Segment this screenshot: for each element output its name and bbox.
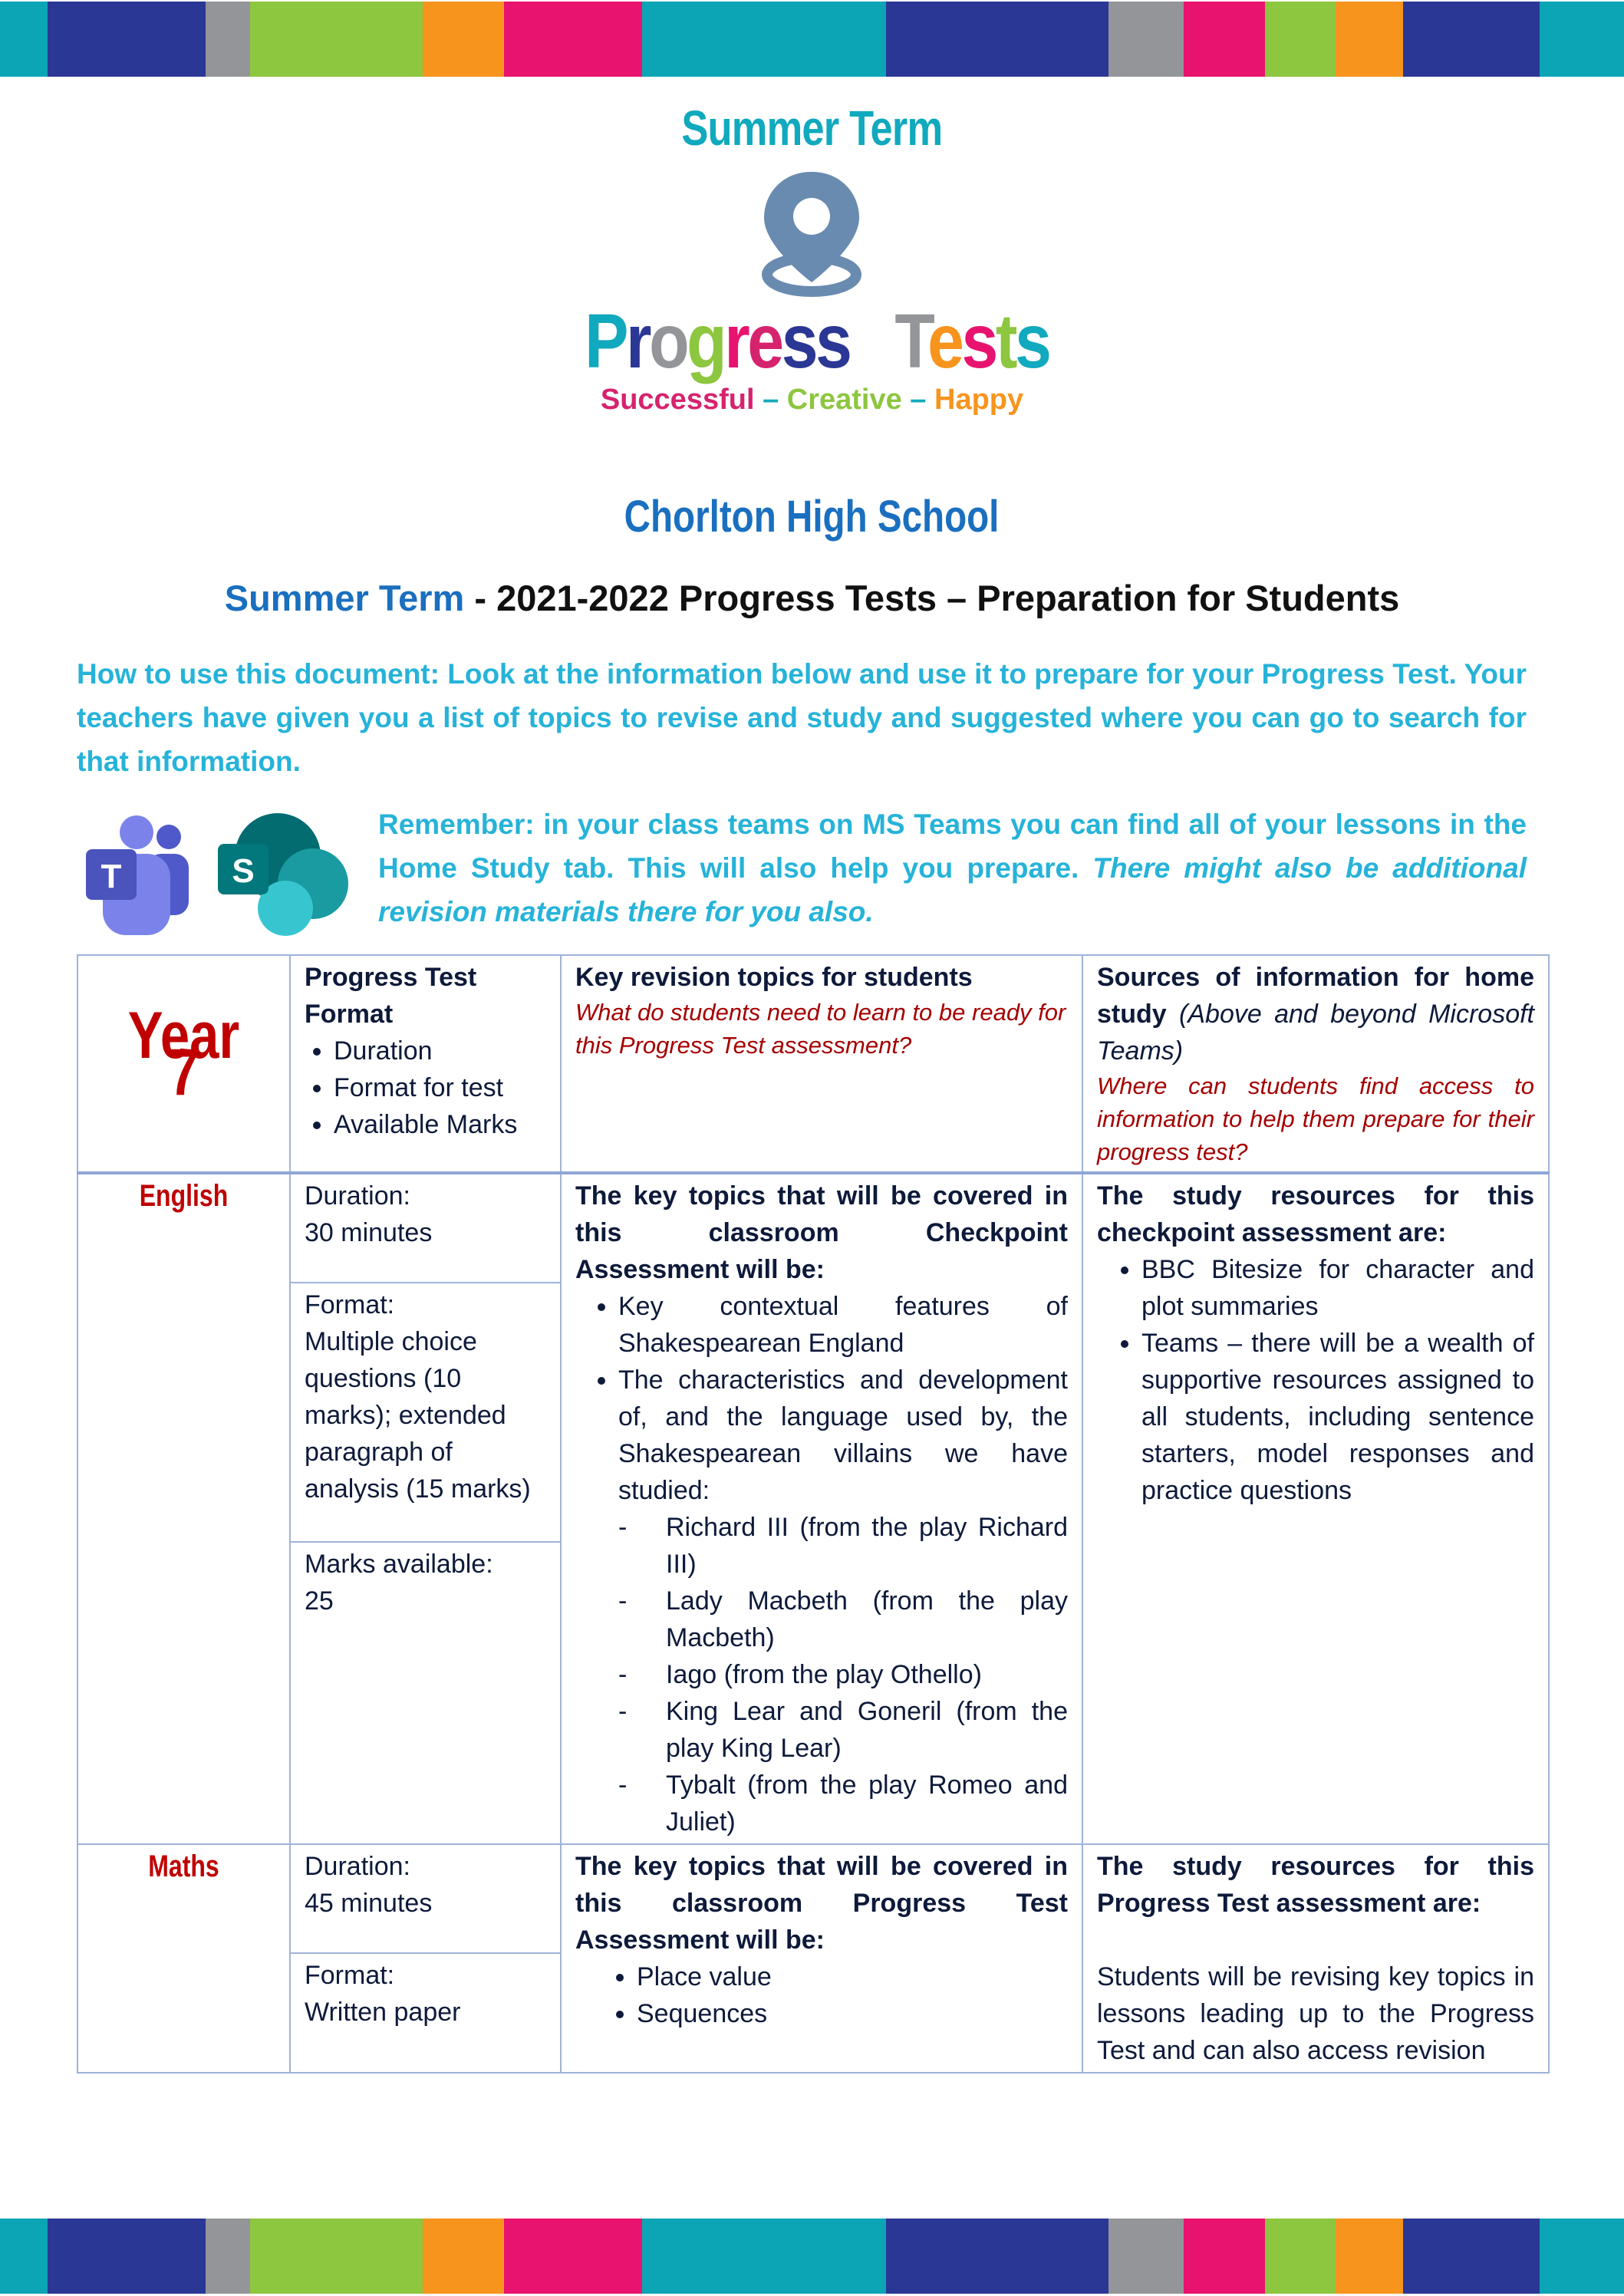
remember-italic-text: There might also be additional revision materials there for you also. bbox=[378, 852, 1527, 927]
logo-tagline bbox=[0, 384, 1624, 417]
stripe-segment bbox=[48, 2219, 206, 2294]
format-label: Format: bbox=[305, 1290, 395, 1319]
format-header-list bbox=[305, 1033, 546, 1143]
duration-value: 30 minutes bbox=[305, 1218, 433, 1247]
logo-letter: o bbox=[648, 298, 687, 384]
list-item bbox=[618, 1362, 1068, 1840]
stripe-segment bbox=[1403, 2, 1540, 77]
maths-row bbox=[77, 1844, 1549, 2073]
maths-topics-list bbox=[575, 1958, 1068, 2032]
year-label: Year 7 bbox=[127, 999, 240, 1109]
topics-header-title: Key revision topics for students bbox=[575, 963, 973, 992]
sources-header-title-bold: Sources of information for home study bbox=[1097, 963, 1534, 1029]
title-rest: - 2021-2022 Progress Tests – Preparation for Students bbox=[464, 578, 1400, 618]
tagline-successful: Successful bbox=[600, 384, 755, 416]
list-item: • Place value bbox=[637, 1958, 1068, 1995]
list-item: • Key contextual features of Shakespearean England bbox=[618, 1288, 1068, 1362]
teams-icon bbox=[83, 815, 190, 938]
maths-subject-label: Maths bbox=[148, 1850, 219, 1883]
maths-topics-cell bbox=[561, 1844, 1082, 2073]
logo-letter: s bbox=[1014, 298, 1049, 384]
english-format-cell bbox=[290, 1173, 561, 1844]
top-color-stripe bbox=[0, 2, 1624, 77]
stripe-segment bbox=[206, 2219, 250, 2294]
stripe-segment bbox=[1336, 2219, 1403, 2294]
list-item: • BBC Bitesize for character and plot summaries bbox=[1141, 1251, 1534, 1325]
document-title bbox=[0, 577, 1624, 619]
topics-header-subtitle: What do students need to learn to be ready for this Progress Test assessment? bbox=[575, 999, 1066, 1059]
logo-letter: P bbox=[584, 298, 626, 384]
maths-sources-intro: The study resources for this Progress Test assessment are: bbox=[1097, 1852, 1534, 1918]
stripe-segment bbox=[1265, 2219, 1336, 2294]
english-sources-cell bbox=[1082, 1173, 1549, 1844]
topics-header-cell bbox=[561, 955, 1082, 1173]
maths-format-cell bbox=[290, 1844, 561, 2073]
school-name-text: Chorlton High School bbox=[624, 492, 1000, 542]
logo-letter: t bbox=[995, 298, 1015, 384]
english-subject-cell bbox=[77, 1173, 290, 1844]
duration-value: 45 minutes bbox=[305, 1889, 433, 1918]
list-item-text: The characteristics and development of, and the language used by, the Shakespearean villains we have studied: bbox=[618, 1365, 1068, 1505]
remember-paragraph bbox=[378, 802, 1527, 934]
stripe-segment bbox=[1265, 2, 1336, 77]
english-subject-label: English bbox=[139, 1179, 229, 1213]
list-item: - Lady Macbeth (from the play Macbeth) bbox=[666, 1583, 1068, 1656]
logo-letter: s bbox=[781, 298, 815, 384]
maths-topics-intro: The key topics that will be covered in this classroom Progress Test Assessment will be: bbox=[575, 1852, 1068, 1955]
progress-test-table bbox=[77, 954, 1550, 2074]
logo-letter: r bbox=[723, 298, 747, 384]
logo-tests-word bbox=[894, 298, 1049, 386]
stripe-segment bbox=[886, 2219, 1108, 2294]
stripe-segment bbox=[1184, 2219, 1265, 2294]
logo-letter: e bbox=[927, 298, 962, 384]
stripe-segment bbox=[423, 2, 504, 77]
remember-text: Remember: in your class teams on MS Teams you can find all of your lessons in the Home Study tab. This will also help you prepare. bbox=[378, 809, 1527, 884]
list-item: - Iago (from the play Othello) bbox=[666, 1656, 1068, 1693]
english-row bbox=[77, 1173, 1549, 1844]
list-item: • Format for test bbox=[334, 1069, 546, 1106]
stripe-segment bbox=[1184, 2, 1265, 77]
english-format-block bbox=[291, 1283, 560, 1543]
sources-header-subtitle: Where can students find access to information to help them prepare for their progress test? bbox=[1097, 1072, 1534, 1165]
logo-letter: T bbox=[894, 298, 927, 384]
stripe-segment bbox=[48, 2, 206, 77]
english-duration-block bbox=[291, 1174, 560, 1283]
maths-sources-text: Students will be revising key topics in lessons leading up to the Progress Test and can also access revision bbox=[1097, 1962, 1534, 2065]
logo-letter: g bbox=[686, 298, 724, 384]
stripe-segment bbox=[1336, 2, 1403, 77]
stripe-segment bbox=[250, 2219, 423, 2294]
logo-letter: r bbox=[625, 298, 649, 384]
stripe-segment bbox=[1108, 2219, 1184, 2294]
english-topics-list bbox=[575, 1288, 1068, 1840]
list-item: - Richard III (from the play Richard III) bbox=[666, 1509, 1068, 1583]
stripe-segment bbox=[206, 2, 250, 77]
sharepoint-icon bbox=[215, 813, 353, 936]
list-item: • Sequences bbox=[637, 1995, 1068, 2032]
stripe-segment bbox=[642, 2, 886, 77]
logo-letter: s bbox=[815, 298, 850, 384]
english-topics-intro: The key topics that will be covered in this classroom Checkpoint Assessment will be: bbox=[575, 1181, 1068, 1284]
stripe-segment bbox=[886, 2, 1108, 77]
logo-progress-tests bbox=[0, 298, 1624, 386]
tagline-creative: Creative bbox=[786, 384, 902, 416]
table-header-row bbox=[77, 955, 1549, 1173]
format-label: Format: bbox=[305, 1961, 395, 1990]
english-sources-intro: The study resources for this checkpoint assessment are: bbox=[1097, 1181, 1534, 1247]
format-value: Written paper bbox=[305, 1998, 461, 2027]
marks-label: Marks available: bbox=[305, 1550, 493, 1579]
stripe-segment bbox=[642, 2219, 886, 2294]
location-pin-icon bbox=[743, 167, 881, 298]
maths-subject-cell bbox=[77, 1844, 290, 2073]
duration-label: Duration: bbox=[305, 1852, 410, 1881]
stripe-segment bbox=[1108, 2, 1184, 77]
tagline-sep: – bbox=[901, 384, 934, 416]
logo-letter: s bbox=[961, 298, 996, 384]
stripe-segment bbox=[0, 2219, 48, 2294]
stripe-segment bbox=[504, 2, 642, 77]
villains-list bbox=[618, 1509, 1068, 1840]
format-header-title: Progress Test Format bbox=[305, 963, 477, 1029]
list-item: - King Lear and Goneril (from the play King Lear) bbox=[666, 1693, 1068, 1767]
english-sources-list bbox=[1097, 1251, 1534, 1509]
english-topics-cell bbox=[561, 1173, 1082, 1844]
list-item: • Duration bbox=[334, 1033, 546, 1069]
list-item: • Teams – there will be a wealth of supportive resources assigned to all students, including sentence starters, model responses and practice questions bbox=[1141, 1325, 1534, 1509]
how-to-use-paragraph: How to use this document: Look at the information below and use it to prepare for your Progress Test. Your teachers have given you a list of topics to revise and study and suggested where you can go to search for that information. bbox=[77, 658, 1527, 777]
maths-duration-block bbox=[291, 1845, 560, 1954]
bottom-color-stripe bbox=[0, 2219, 1624, 2294]
stripe-segment bbox=[423, 2219, 504, 2294]
year-cell bbox=[77, 955, 290, 1173]
sources-header-title bbox=[1097, 959, 1534, 1069]
stripe-segment bbox=[1540, 2, 1624, 77]
maths-format-block bbox=[291, 1954, 560, 2034]
sources-header-title-italic: (Above and beyond Microsoft Teams) bbox=[1097, 1000, 1534, 1066]
stripe-segment bbox=[0, 2, 48, 77]
stripe-segment bbox=[1403, 2219, 1540, 2294]
sources-header-cell bbox=[1082, 955, 1549, 1173]
logo-summer-term bbox=[0, 100, 1624, 156]
svg-text:T: T bbox=[100, 858, 122, 895]
school-name bbox=[0, 491, 1624, 542]
tagline-happy: Happy bbox=[934, 384, 1024, 416]
list-item: • Available Marks bbox=[334, 1106, 546, 1143]
format-value: Multiple choice questions (10 marks); extended paragraph of analysis (15 marks) bbox=[305, 1327, 531, 1504]
logo-letter: e bbox=[746, 298, 782, 384]
maths-sources-cell bbox=[1082, 1844, 1549, 2073]
marks-value: 25 bbox=[305, 1586, 334, 1616]
title-accent: Summer Term bbox=[224, 578, 465, 618]
duration-label: Duration: bbox=[305, 1181, 410, 1211]
list-item: - Tybalt (from the play Romeo and Juliet) bbox=[666, 1767, 1068, 1840]
logo-progress-word bbox=[585, 298, 849, 386]
stripe-segment bbox=[1540, 2219, 1624, 2294]
svg-text:S: S bbox=[232, 852, 255, 890]
stripe-segment bbox=[250, 2, 423, 77]
logo-summer-term-text: Summer Term bbox=[681, 100, 943, 156]
tagline-sep: – bbox=[754, 384, 787, 416]
english-marks-block bbox=[291, 1543, 560, 1622]
format-header-cell bbox=[290, 955, 561, 1173]
stripe-segment bbox=[504, 2219, 642, 2294]
